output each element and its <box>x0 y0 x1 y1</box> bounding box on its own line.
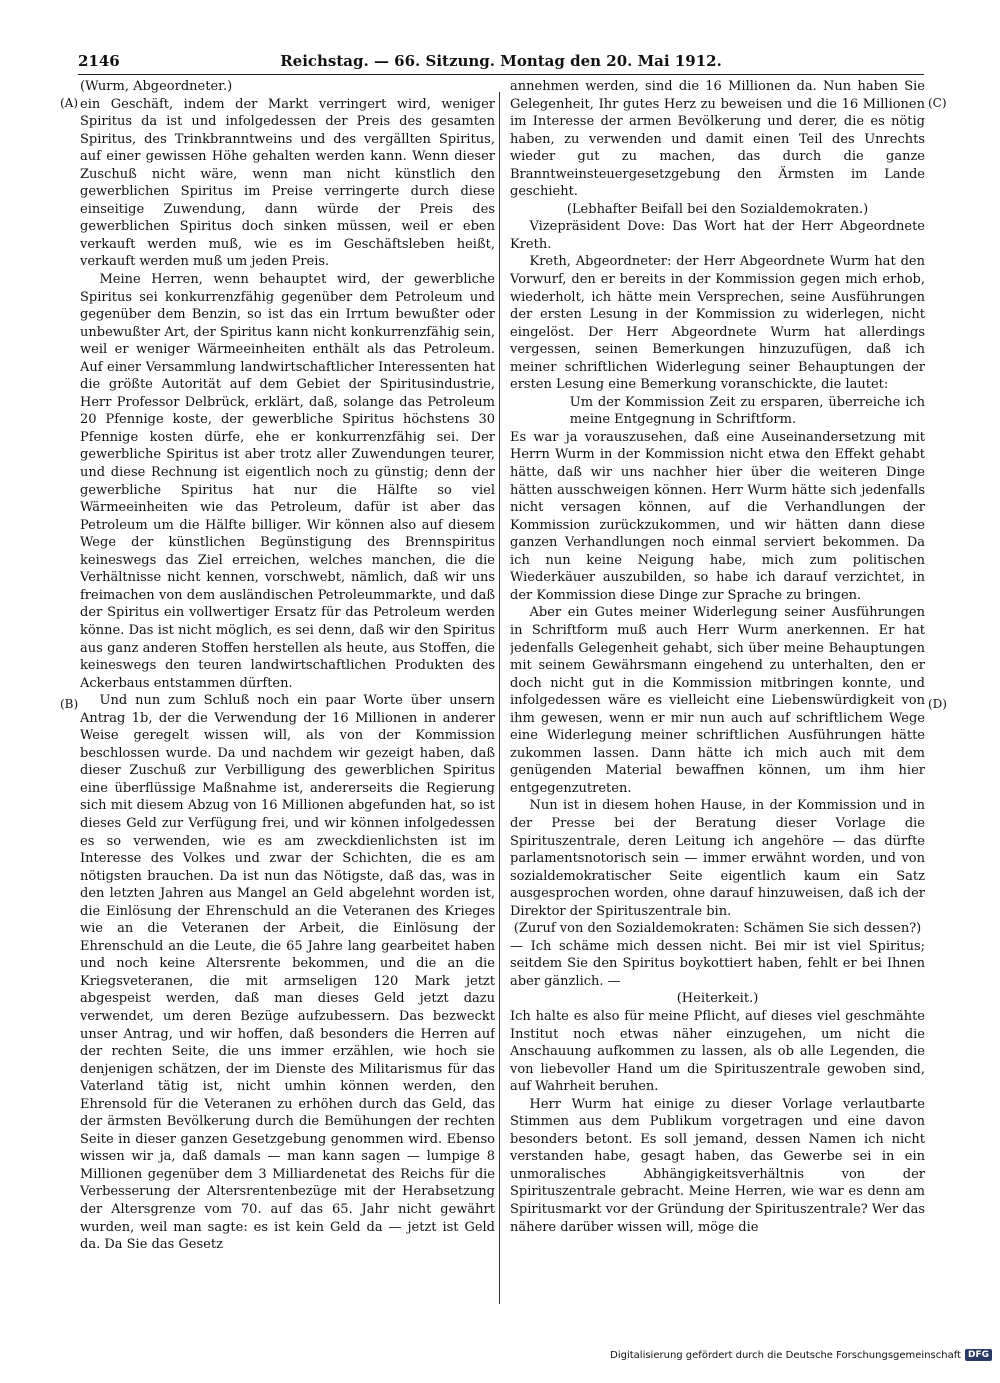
paragraph: Nun ist in diesem hohen Hause, in der Kommission und in der Presse bei der Beratung dieser Vorlage die Spirituszentrale, deren Leitung ich angehöre — das dürfte parlamentsnotorisch sein — immer erwähnt worden, und von sozialdemokratischer Seite eigentlich kaum ein Satz ausgesprochen worden, ohne darauf hinzuweisen, daß ich der Direktor der Spirituszentrale bin. <box>510 798 925 919</box>
left-column <box>80 78 495 1306</box>
paragraph: Vizepräsident Dove: Das Wort hat der Herr Abgeordnete Kreth. <box>510 219 925 252</box>
stage-direction: (Heiterkeit.) <box>676 991 759 1007</box>
paragraph: Herr Wurm hat einige zu dieser Vorlage verlautbarte Stimmen aus dem Publikum vorgetragen und eine davon besonders betont. Es soll jemand, dessen Namen ich nicht verstanden habe, gesagt haben, das Gewerbe sei in ein unmoralisches Abhängigkeitsverhältnis von der Spirituszentrale gebracht. Meine Herren, wie war es denn am Spiritusmarkt vor der Gründung der Spirituszentrale? Wer das nähere darüber wissen will, möge die <box>510 1096 925 1235</box>
paragraph: annehmen werden, sind die 16 Millionen da. Nun haben Sie Gelegenheit, Ihr gutes Herz zu beweisen und die 16 Millionen im Interesse der armen Bevölkerung und derer, die es nötig haben, zu verwenden und damit einen Teil des Unrechts wieder gut zu machen, das durch die ganze Branntweinsteuergesetzgebung den Ärmsten im Lande geschieht. <box>510 79 925 200</box>
paragraph: Kreth, Abgeordneter: der Herr Abgeordnete Wurm hat den Vorwurf, den er bereits in der Kommission gegen mich erhob, wiederholt, ich hätte mein Versprechen, seine Ausführungen der ersten Lesung in der Kommission zu widerlegen, nicht eingelöst. Der Herr Abgeordnete Wurm hat allerdings vergessen, seinen Bemerkungen hinzuzufügen, daß ich meiner schriftlichen Widerlegung seiner Behauptungen der ersten Lesung eine Bemerkung voranschickte, die lautet: <box>510 254 925 393</box>
margin-marker-c: (C) <box>928 96 947 110</box>
paragraph: Und nun zum Schluß noch ein paar Worte über unsern Antrag 1b, der die Verwendung der 16 Millionen in anderer Weise geregelt wissen will, als von der Kommission beschlossen wurde. Da und nachdem wir gezeigt haben, daß dieser Zuschuß zur Verbilligung des gewerblichen Spiritus eine überflüssige Maßnahme ist, andererseits die Regierung sich mit diesem Abzug von 16 Millionen abgefunden hat, so ist dieses Geld zur Verfügung frei, und wir können infolgedessen es so verwenden, wie es am zweckdienlichsten ist im Interesse des Volkes und zwar der Schichten, die es am nötigsten brauchen. Da ist nun das Nötigste, daß das, was in den letzten Jahren aus Mangel an Geld abgelehnt worden ist, die Einlösung der Ehrenschuld an die Veteranen des Krieges wie an die Veteranen der Arbeit, die Einlösung der Ehrenschuld an die Leute, die 65 Jahre lang gearbeitet haben und noch keine Altersrente bekommen, und die an die Kriegsveteranen, die mit armseligen 120 Mark jetzt abgespeist werden, daß man dieses Geld jetzt dazu verwendet, um deren Bezüge aufzubessern. Das bezweckt unser Antrag, und wir hoffen, daß besonders die Herren auf der rechten Seite, die uns immer erzählen, wie hoch sie denjenigen schätzen, der im Dienste des Militarismus für das Vaterland tätig ist, nicht umhin können werden, den Ehrensold für die Veteranen zu erhöhen durch das Geld, das der ärmsten Bevölkerung durch die Bemühungen der rechten Seite in dieser ganzen Gesetzgebung genommen wird. Ebenso wissen wir ja, daß damals — man kann sagen — lumpige 8 Millionen gegenüber dem 3 Milliardenetat des Reichs für die Verbesserung der Altersrentenbezüge mit der Herabsetzung der Altersgrenze vom 70. auf das 65. Jahr nicht gewährt wurden, weil man sagte: es ist kein Geld da — jetzt ist Geld da. Da Sie das Gesetz <box>80 693 495 1253</box>
paragraph: Aber ein Gutes meiner Widerlegung seiner Ausführungen in Schriftform muß auch Herr Wurm anerkennen. Er hat jedenfalls Gelegenheit gehabt, sich über meine Behauptungen mit seinem Gewährsmann eingehend zu unterhalten, den er doch nicht gut in die Kommission mitbringen konnte, und infolgedessen wäre es vielleicht eine Liebenswürdigkeit von ihm gewesen, wenn er mir nun auch auf schriftlichem Wege eine Widerlegung meiner schriftlichen Ausführungen hätte zukommen lassen. Dann hätte ich mich auch mit dem genügenden Material bewaffnen können, um ihm hier entgegenzutreten. <box>510 605 925 796</box>
paragraph: — Ich schäme mich dessen nicht. Bei mir ist viel Spiritus; seitdem Sie den Spiritus boykottiert haben, fehlt er bei Ihnen aber gänzlich. — <box>510 938 925 989</box>
speaker-tag: (Wurm, Abgeordneter.) <box>80 79 233 94</box>
paragraph: ein Geschäft, indem der Markt verringert wird, weniger Spiritus da ist und infolgedessen der Preis des gesamten Spiritus, des Trinkbranntweins und des vergällten Spiritus, auf einer gewissen Höhe gehalten werden kann. Wenn dieser Zuschuß nicht wäre, wenn man nicht künstlich den gewerblichen Spiritus im Preise verringerte durch diese einseitige Zuwendung, dann würde der Preis des gewerblichen Spiritus doch sinken müssen, weil er eben verkauft werden muß, wie es im Geschäftsleben heißt, verkauft werden muß um jeden Preis. <box>80 96 495 270</box>
paragraph: Ich halte es also für meine Pflicht, auf dieses viel geschmähte Institut noch etwas näher einzugehen, um nicht die Anschauung aufkommen zu lassen, als ob alle Legenden, die von liebevoller Hand um die Spirituszentrale gewoben sind, auf Wahrheit beruhen. <box>510 1008 925 1095</box>
column-divider <box>499 92 500 1304</box>
margin-marker-b: (B) <box>60 697 79 711</box>
stage-direction: (Zuruf von den Sozialdemokraten: Schämen Sie sich dessen?) <box>513 921 922 937</box>
credit-text: Digitalisierung gefördert durch die Deutsche Forschungsgemeinschaft <box>610 1349 961 1361</box>
block-quote: Um der Kommission Zeit zu ersparen, überreiche ich meine Entgegnung in Schriftform. <box>569 394 925 428</box>
margin-marker-a: (A) <box>60 96 79 110</box>
margin-marker-d: (D) <box>928 697 947 711</box>
running-title: Reichstag. — 66. Sitzung. Montag den 20. Mai 1912. <box>280 52 722 70</box>
stage-direction: (Lebhafter Beifall bei den Sozialdemokraten.) <box>566 201 869 217</box>
page-header <box>78 50 924 75</box>
paragraph: Meine Herren, wenn behauptet wird, der gewerbliche Spiritus sei konkurrenzfähig gegenüber dem Petroleum und gegenüber dem Benzin, so ist das ein Irrtum bewußter oder unbewußter Art, der Spiritus kann nicht konkurrenzfähig sein, weil er weniger Wärmeeinheiten enthält als das Petroleum. Auf einer Versammlung landwirtschaftlicher Interessenten hat die größte Autorität auf dem Gebiet der Spiritusindustrie, Herr Professor Delbrück, erklärt, daß, solange das Petroleum 20 Pfennige koste, der gewerbliche Spiritus höchstens 30 Pfennige kosten dürfe, ehe er konkurrenzfähig sei. Der gewerbliche Spiritus ist aber trotz aller Zuwendungen teurer, und diese Rechnung ist eigentlich noch zu günstig; denn der gewerbliche Spiritus hat nur die Hälfte so viel Wärmeeinheiten wie das Petroleum, dafür ist aber das Petroleum um die Hälfte billiger. Wir können also auf diesem Wege der künstlichen Begünstigung des Brennspiritus keineswegs das Ziel erreichen, welches manchen, die die Verhältnisse nicht kennen, vorschwebt, nämlich, daß wir uns freimachen von dem ausländischen Petroleummarkte, und daß der Spiritus ein vollwertiger Ersatz für das Petroleum werden könne. Das ist nicht möglich, es sei denn, daß wir den Spiritus aus ganz anderen Stoffen herstellen als heute, aus Stoffen, die keineswegs den teuren landwirtschaftlichen Produkten des Ackerbaus entstammen dürften. <box>80 272 495 691</box>
footer-credit <box>610 1349 992 1361</box>
right-column <box>510 78 925 1306</box>
page-number: 2146 <box>78 52 120 70</box>
paragraph: Es war ja vorauszusehen, daß eine Auseinandersetzung mit Herrn Wurm in der Kommission nicht etwa den Effekt gehabt hätte, daß wir uns nachher hier über die weiteren Dinge hätten ausschweigen können. Herr Wurm hätte sich jedenfalls nicht versagen können, auf die Verhandlungen der Kommission zurückzukommen, und wir hätten dann diese ganzen Verhandlungen noch einmal serviert bekommen. Da ich nun keine Neigung habe, mich zum politischen Wiederkäuer auszubilden, so habe ich darauf verzichtet, in der Kommission diese Dinge zur Sprache zu bringen. <box>510 429 925 603</box>
dfg-logo-icon: DFG <box>965 1349 992 1361</box>
